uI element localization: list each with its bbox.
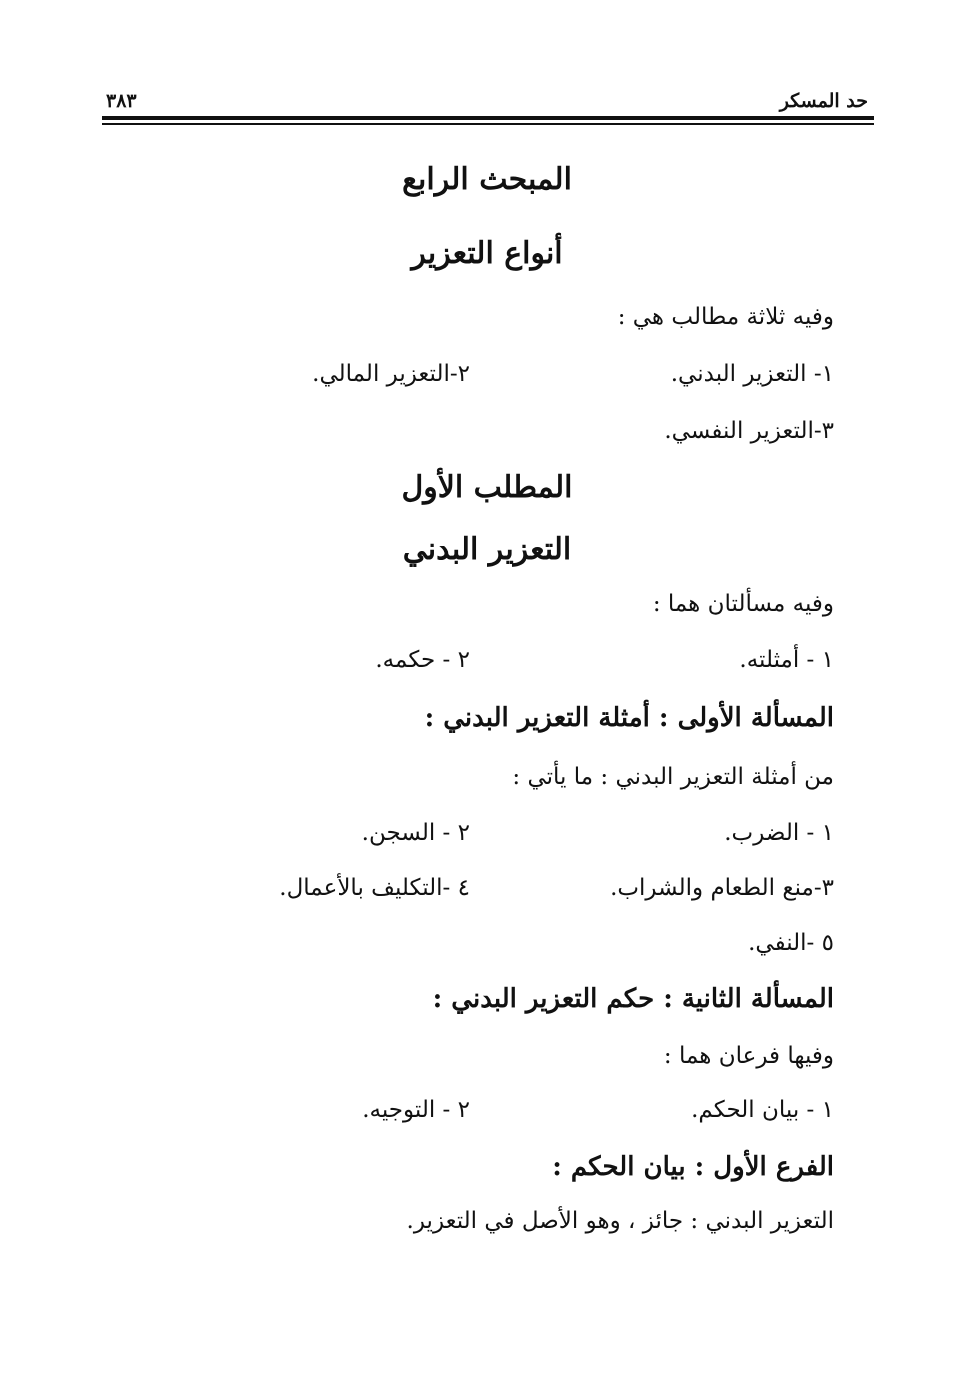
branch1-text: التعزير البدني : جائز ، وهو الأصل في التعزير.: [406, 1208, 834, 1234]
issue1-intro: من أمثلة التعزير البدني : ما يأتي :: [512, 764, 834, 790]
list-item: ٣-التعزير النفسي.: [664, 418, 834, 444]
list-item: ٤ -التكليف بالأعمال.: [279, 875, 470, 901]
list-item: ٢ - السجن.: [361, 820, 470, 846]
section-title: المبحث الرابع: [402, 162, 572, 197]
running-title: حد المسكر: [779, 90, 868, 112]
list-item: ١- التعزير البدني.: [670, 361, 834, 387]
list-item: ١ - أمثلته.: [739, 647, 834, 673]
list-item: ٢-التعزير المالي.: [312, 361, 470, 387]
header-rule-thick: [102, 116, 874, 120]
section-intro: وفيه ثلاثة مطالب هي :: [617, 304, 834, 330]
list-item: ٣-منع الطعام والشراب.: [610, 875, 834, 901]
subsection-intro: وفيه مسألتان هما :: [652, 591, 834, 617]
header-rule-thin: [102, 123, 874, 125]
list-item: ٢ - حكمه.: [375, 647, 470, 673]
list-item: ١ - بيان الحكم.: [691, 1097, 834, 1123]
branch1-title: الفرع الأول : بيان الحكم :: [552, 1152, 834, 1182]
issue2-title: المسألة الثانية : حكم التعزير البدني :: [432, 984, 834, 1014]
list-item: ٥ -النفي.: [748, 930, 834, 956]
section-subtitle: أنواع التعزير: [411, 236, 563, 271]
list-item: ٢ - التوجيه.: [362, 1097, 470, 1123]
issue2-intro: وفيها فرعان هما :: [663, 1043, 834, 1069]
subsection-title: المطلب الأول: [401, 470, 573, 505]
page-header: [102, 86, 872, 116]
subsection-subtitle: التعزير البدني: [402, 532, 572, 567]
issue1-title: المسألة الأولى : أمثلة التعزير البدني :: [424, 703, 834, 733]
list-item: ١ - الضرب.: [724, 820, 834, 846]
page-number: ٣٨٣: [106, 90, 137, 112]
